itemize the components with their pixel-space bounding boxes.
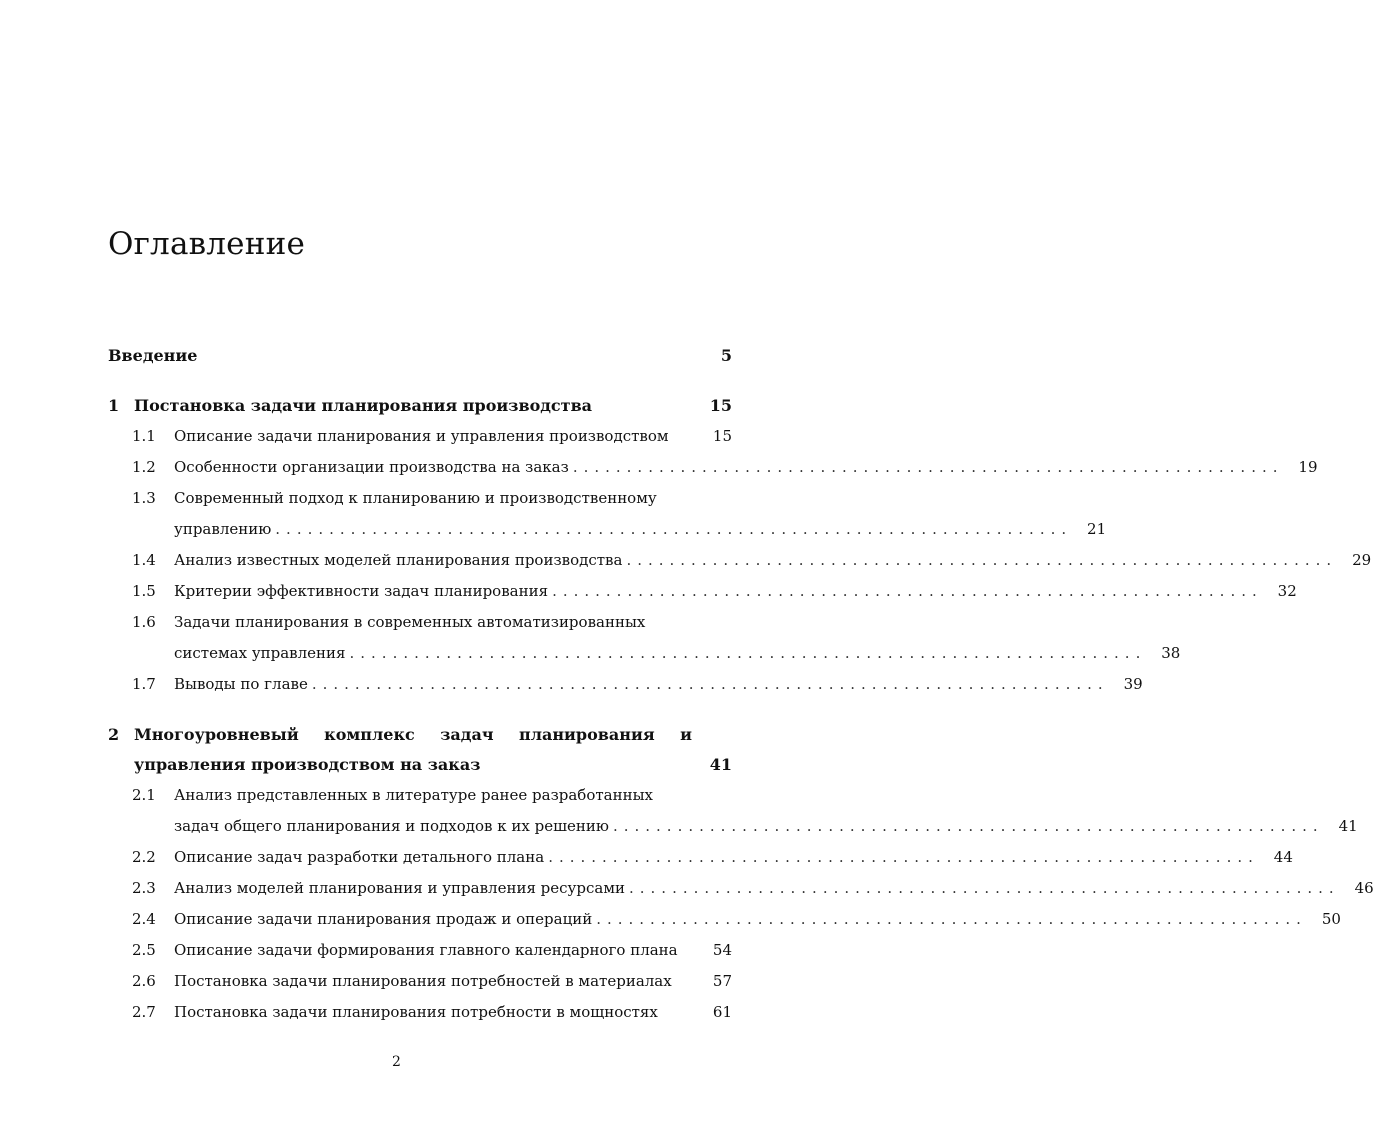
dot-leader: .......................................................................... — [275, 519, 1073, 538]
section-title-line2: задач общего планирования и подходов к их решению — [174, 816, 609, 835]
section-number: 2.3 — [132, 878, 156, 897]
page-number: 2 — [392, 1054, 401, 1070]
section-title: Описание задачи планирования продаж и операций — [174, 909, 593, 928]
dot-leader: .................................................................. — [612, 816, 1324, 835]
section-title: Описание задач разработки детального плана — [174, 847, 545, 866]
toc-entry-intro — [108, 340, 732, 370]
chapter-title-word: комплекс — [324, 724, 415, 744]
section-title-line1: Современный подход к планированию и производственному — [174, 488, 657, 507]
section-number: 2.1 — [132, 785, 156, 804]
chapter-page: 41 — [709, 754, 732, 774]
dot-leader: .................................................................. — [596, 909, 1307, 928]
section-title: Постановка задачи планирования потребностей в материалах — [174, 971, 672, 990]
dot-leader: .................................................................. — [572, 457, 1284, 476]
section-page: 50 — [1321, 909, 1341, 928]
section-page: 46 — [1354, 878, 1374, 897]
toc-section — [132, 934, 732, 965]
section-title: Анализ моделей планирования и управления ресурсами — [174, 878, 625, 897]
section-page: 54 — [712, 940, 732, 959]
section-title: Критерии эффективности задач планирования — [174, 581, 549, 600]
section-number: 1.1 — [132, 426, 156, 445]
chapter-title: Постановка задачи планирования производства — [134, 395, 593, 415]
chapter-title-word: задач — [440, 724, 494, 744]
dot-leader: .................................................................. — [629, 878, 1340, 897]
section-title: Особенности организации производства на заказ — [174, 457, 569, 476]
section-title-line1: Задачи планирования в современных автоматизированных — [174, 612, 646, 631]
section-number: 1.4 — [132, 550, 156, 569]
chapter-title-line2: управления производством на заказ — [134, 754, 481, 774]
chapter-page: 15 — [709, 395, 732, 415]
chapter-title-line1 — [134, 725, 732, 744]
toc-section — [132, 841, 1293, 872]
dot-leader: .................................................................. — [552, 581, 1263, 600]
section-title: Описание задачи планирования и управления производством — [174, 426, 669, 445]
section-title-line2: системах управления — [174, 643, 346, 662]
toc-section — [132, 544, 1372, 575]
toc-section — [132, 996, 732, 1027]
toc-section — [132, 779, 1358, 841]
section-page: 15 — [712, 426, 732, 445]
section-number: 2.7 — [132, 1002, 156, 1021]
dot-leader: .................................................................. — [548, 847, 1259, 866]
section-page: 21 — [1087, 519, 1107, 538]
section-title-line2: управлению — [174, 519, 272, 538]
section-number: 1.2 — [132, 457, 156, 476]
section-title: Описание задачи формирования главного календарного плана — [174, 940, 678, 959]
toc-chapter-2 — [108, 719, 1374, 1027]
toc-section — [132, 482, 1107, 544]
chapter-title-word: планирования — [518, 724, 655, 744]
section-title-line1: Анализ представленных в литературе ранее разработанных — [174, 785, 654, 804]
toc-section — [132, 903, 1341, 934]
intro-title: Введение — [108, 345, 198, 365]
section-number: 2.6 — [132, 971, 156, 990]
toc-section — [132, 668, 1143, 699]
table-of-contents — [108, 340, 1374, 1047]
section-number: 1.7 — [132, 674, 156, 693]
section-page: 39 — [1123, 674, 1143, 693]
dot-leader: .......................................................................... — [349, 643, 1147, 662]
dot-leader: .................................................................. — [626, 550, 1338, 569]
section-title: Постановка задачи планирования потребности в мощностях — [174, 1002, 658, 1021]
section-page: 32 — [1277, 581, 1297, 600]
toc-section — [132, 872, 1374, 903]
section-page: 57 — [712, 971, 732, 990]
section-page: 38 — [1161, 643, 1181, 662]
section-number: 2.5 — [132, 940, 156, 959]
section-title: Анализ известных моделей планирования производства — [174, 550, 623, 569]
chapter-number: 2 — [108, 724, 120, 744]
chapter-title-word: Многоуровневый — [134, 724, 299, 744]
intro-page: 5 — [720, 345, 732, 365]
section-page: 61 — [712, 1002, 732, 1021]
dot-leader: .......................................................................... — [311, 674, 1109, 693]
page-title: Оглавление — [108, 226, 305, 262]
toc-chapter-1 — [108, 390, 1372, 699]
section-page: 41 — [1338, 816, 1358, 835]
section-page: 44 — [1273, 847, 1293, 866]
section-number: 1.6 — [132, 612, 156, 631]
section-number: 2.4 — [132, 909, 156, 928]
section-number: 1.5 — [132, 581, 156, 600]
section-page: 19 — [1298, 457, 1318, 476]
chapter-title-word: и — [680, 724, 692, 744]
toc-section — [132, 451, 1318, 482]
toc-section — [132, 606, 1181, 668]
chapter-number: 1 — [108, 395, 120, 415]
section-page: 29 — [1352, 550, 1372, 569]
toc-section — [132, 575, 1297, 606]
section-number: 2.2 — [132, 847, 156, 866]
section-number: 1.3 — [132, 488, 156, 507]
toc-section — [132, 420, 732, 451]
toc-section — [132, 965, 732, 996]
section-title: Выводы по главе — [174, 674, 308, 693]
